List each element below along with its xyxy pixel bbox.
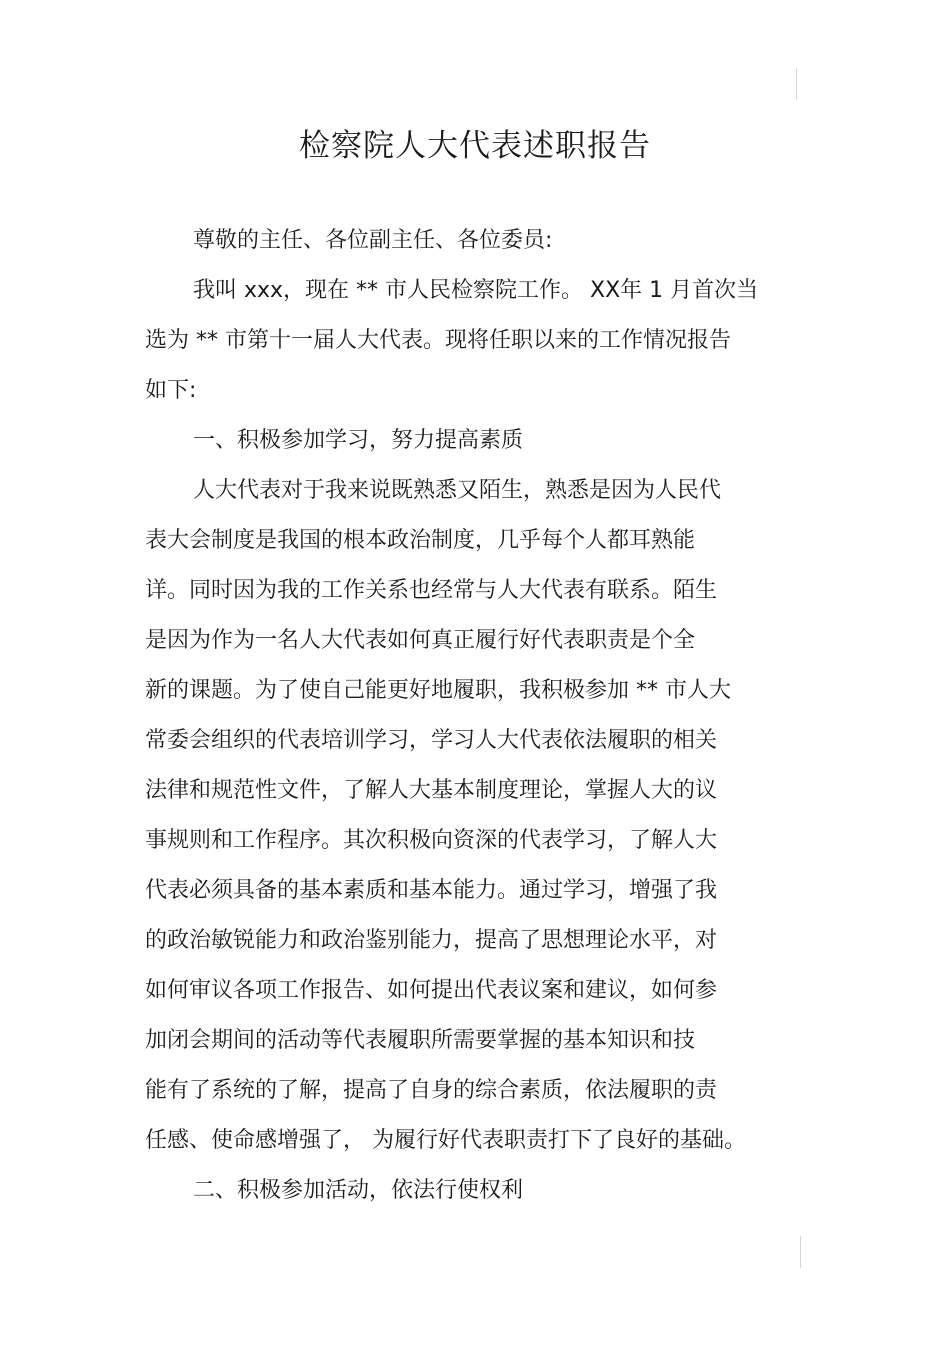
salutation: 尊敬的主任、各位副主任、各位委员:	[193, 228, 553, 253]
paragraph-line: 我叫 xxx，现在 ** 市人民检察院工作。 XX年 1 月首次当	[193, 278, 759, 303]
section-heading: 一、积极参加学习，努力提高素质	[193, 428, 524, 453]
paragraph-line: 选为 ** 市第十一届人大代表。现将任职以来的工作情况报告	[145, 328, 731, 353]
paragraph-line: 加闭会期间的活动等代表履职所需要掌握的基本知识和技	[145, 1028, 696, 1053]
document-title: 检察院人大代表述职报告	[299, 128, 651, 164]
page-corner-mark-bottom	[800, 1236, 801, 1268]
paragraph-line: 详。同时因为我的工作关系也经常与人大代表有联系。陌生	[145, 578, 718, 603]
paragraph-line: 如下:	[145, 378, 197, 403]
paragraph-line: 新的课题。为了使自己能更好地履职，我积极参加 ** 市人大	[145, 678, 731, 703]
paragraph-line: 如何审议各项工作报告、如何提出代表议案和建议，如何参	[145, 978, 718, 1003]
paragraph-line: 法律和规范性文件，了解人大基本制度理论，掌握人大的议	[145, 778, 718, 803]
paragraph-line: 的政治敏锐能力和政治鉴别能力，提高了思想理论水平，对	[145, 928, 718, 953]
paragraph-line: 表大会制度是我国的根本政治制度，几乎每个人都耳熟能	[145, 528, 696, 553]
section-heading: 二、积极参加活动，依法行使权利	[193, 1178, 524, 1203]
page-corner-mark-top	[796, 68, 797, 100]
paragraph-line: 人大代表对于我来说既熟悉又陌生，熟悉是因为人民代	[193, 478, 722, 503]
paragraph-line: 代表必须具备的基本素质和基本能力。通过学习，增强了我	[145, 878, 718, 903]
paragraph-line: 常委会组织的代表培训学习，学习人大代表依法履职的相关	[145, 728, 718, 753]
paragraph-line: 任感、使命感增强了， 为履行好代表职责打下了良好的基础。	[145, 1128, 746, 1153]
paragraph-line: 能有了系统的了解，提高了自身的综合素质，依法履职的责	[145, 1078, 718, 1103]
paragraph-line: 是因为作为一名人大代表如何真正履行好代表职责是个全	[145, 628, 696, 653]
paragraph-line: 事规则和工作程序。其次积极向资深的代表学习，了解人大	[145, 828, 718, 853]
